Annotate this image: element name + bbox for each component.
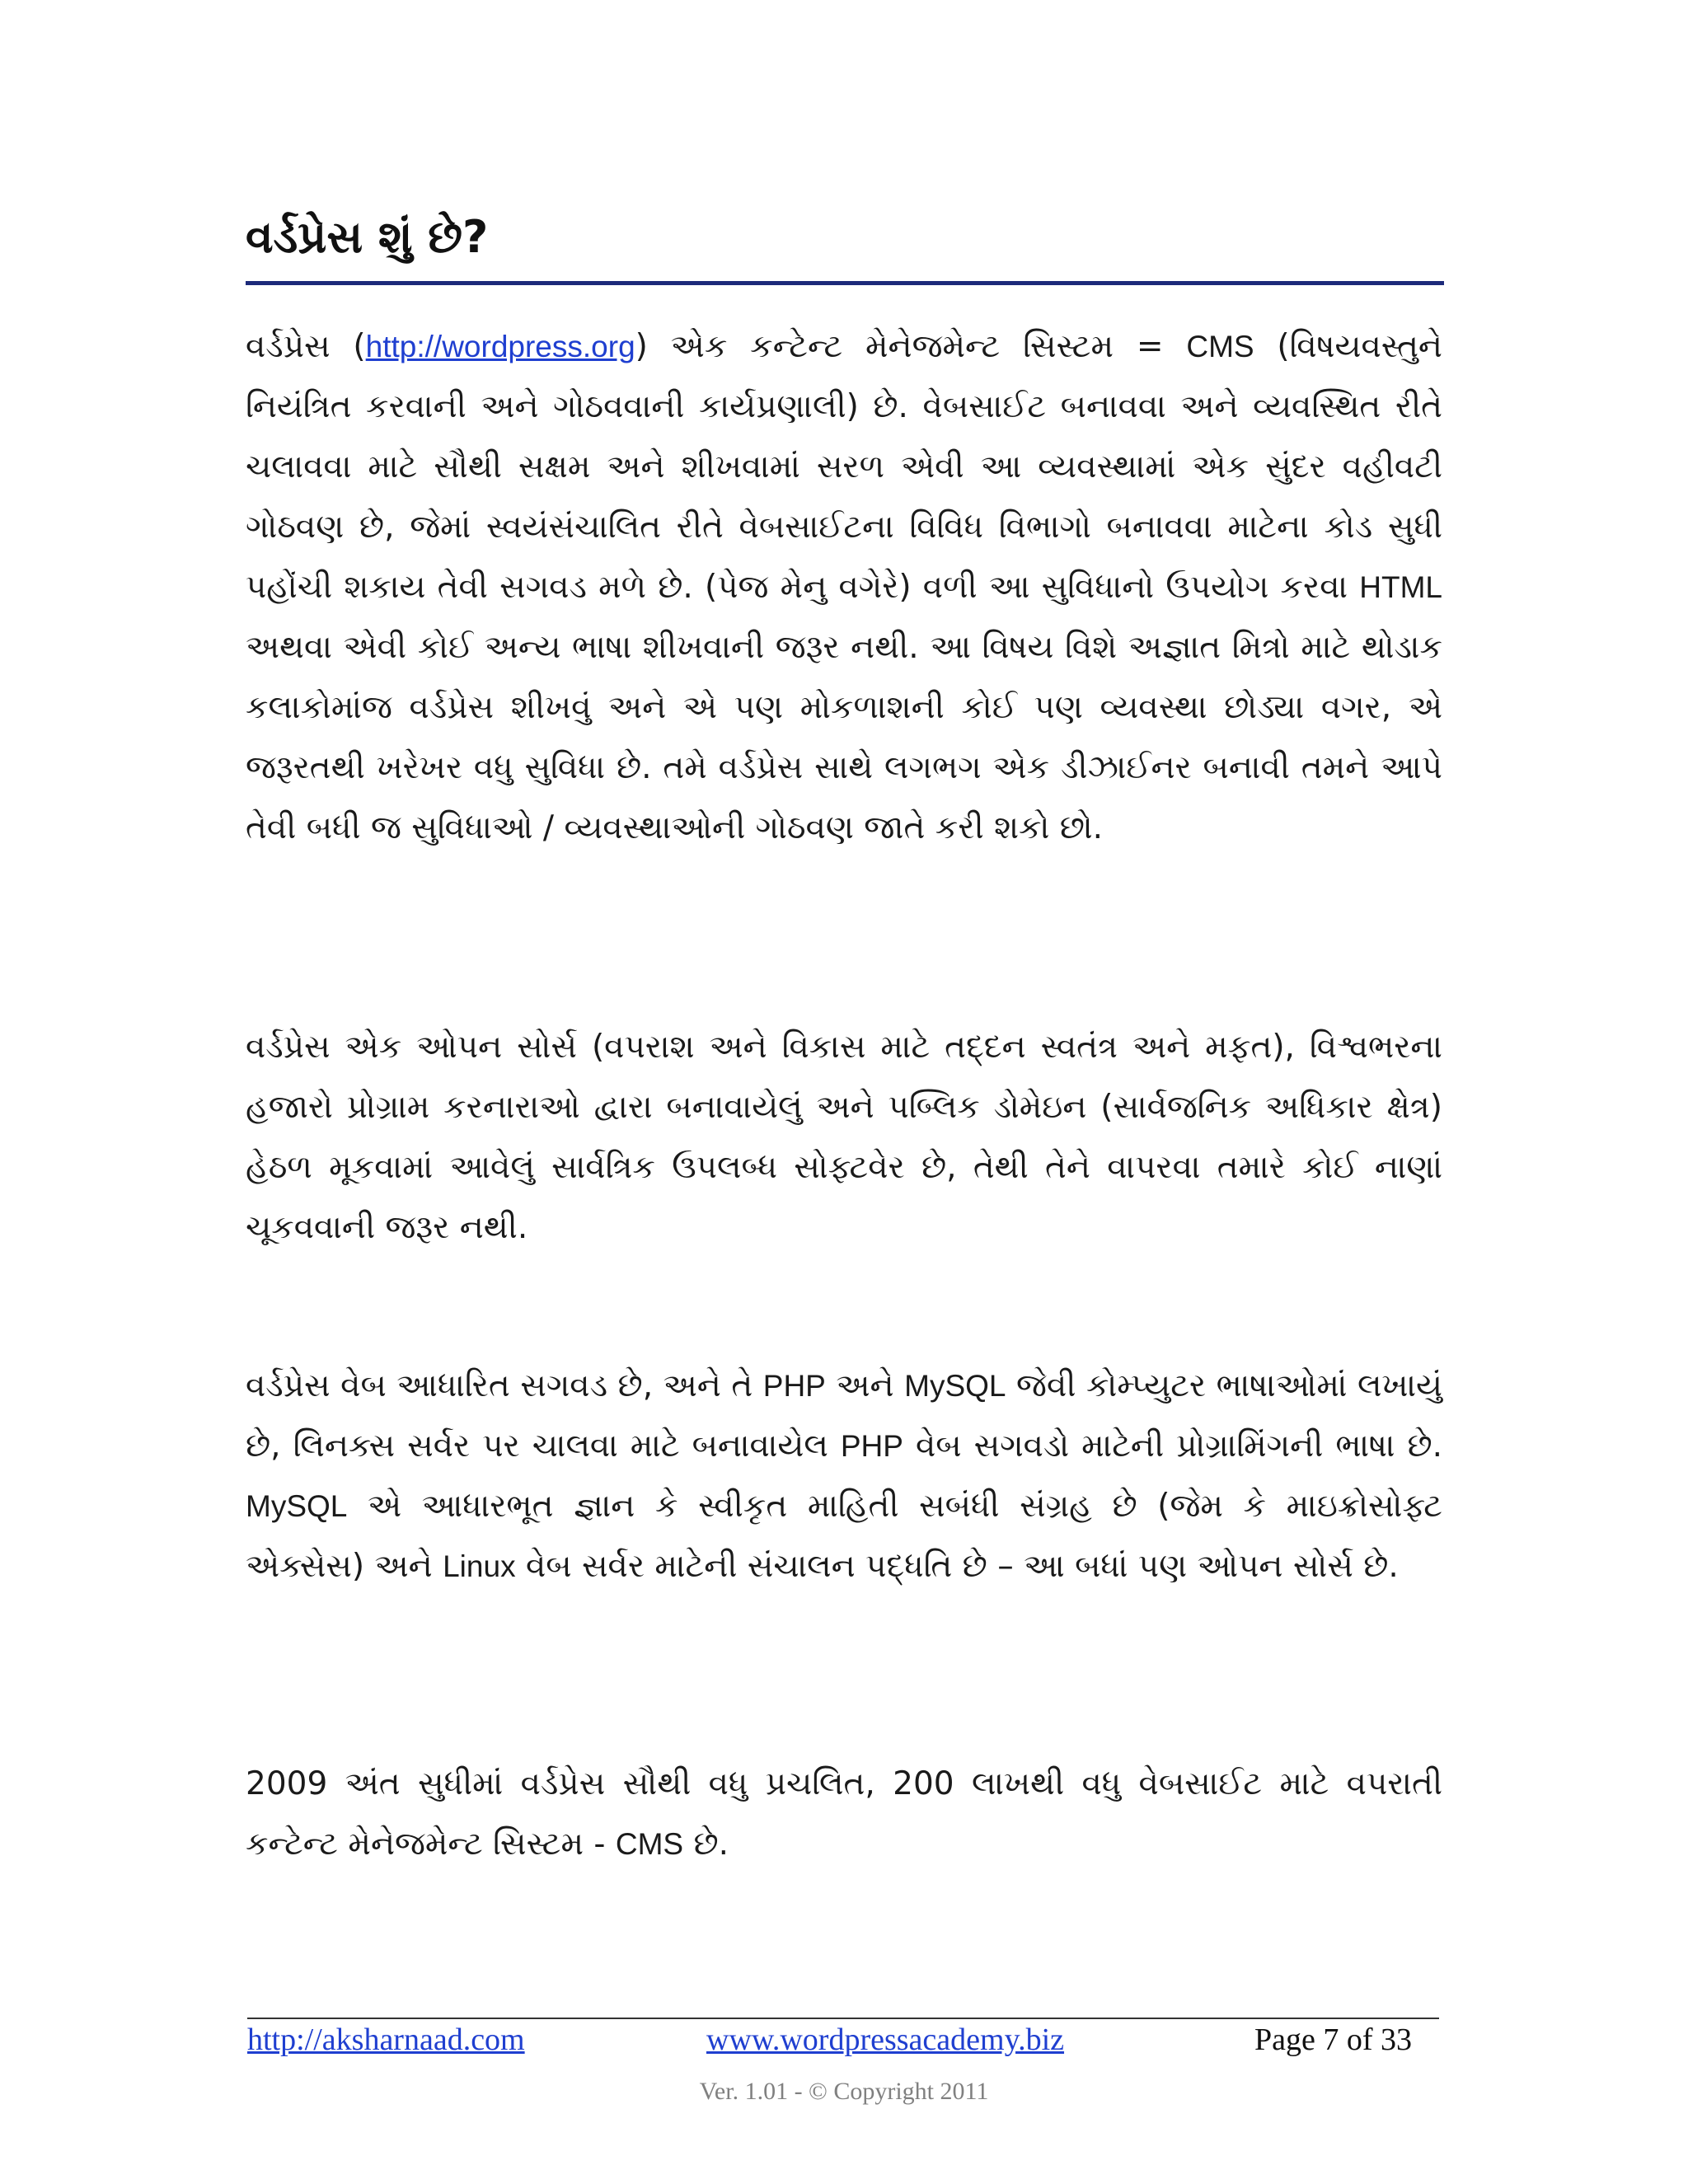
p1-text-4: અથવા એવી કોઈ અન્ય ભાષા શીખવાની જરૂર નથી. આ વિષય વિશે અજ્ઞાત મિત્રો માટે થોડાક કલાકોમાંજ વર્ડપ્રેસ શીખવું અને એ પણ મોકળાશની કોઈ પણ વ્યવસ્થા છોડ્યા વગર, એ જરૂરતથી ખરેખર વધુ સુવિધા છે. તમે વર્ડપ્રેસ સાથે લગભગ એક ડીઝાઈનર બનાવી તમને આપે તેવી બધી જ સુવિધાઓ / વ્યવસ્થાઓની ગોઠવણ જાતે કરી શકો છો. bbox=[246, 629, 1442, 846]
paragraph-intro bbox=[246, 316, 1442, 858]
p3-text-6: વેબ સર્વર માટેની સંચાલન પદ્ધતિ છે – આ બધાં પણ ઓપન સોર્સ છે. bbox=[515, 1548, 1399, 1585]
p4-cms: CMS bbox=[615, 1827, 684, 1861]
footer-aksharnaad-link[interactable]: http://aksharnaad.com bbox=[247, 2022, 525, 2057]
footer-wordpressacademy-link[interactable]: www.wordpressacademy.biz bbox=[706, 2022, 1065, 2057]
p1-text-1: વર્ડપ્રેસ ( bbox=[246, 328, 366, 365]
p3-text-5: એ આધારભૂત જ્ઞાન કે સ્વીકૃત માહિતી સબંધી સંગ્રહ છે (જેમ કે માઇક્રોસોફ્ટ એક્સેસ) અને bbox=[246, 1488, 1442, 1585]
p1-text-3: (વિષયવસ્તુને નિયંત્રિત કરવાની અને ગોઠવવાની કાર્યપ્રણાલી) છે. વેબસાઈટ બનાવવા અને વ્યવસ્થિત રીતે ચલાવવા માટે સૌથી સક્ષમ અને શીખવામાં સરળ એવી આ વ્યવસ્થામાં એક સુંદર વહીવટી ગોઠવણ છે, જેમાં સ્વયંસંચાલિત રીતે વેબસાઈટના વિવિધ વિભાગો બનાવવા માટેના કોડ સુધી પહોંચી શકાય તેવી સગવડ મળે છે. (પેજ મેનુ વગેરે) વળી આ સુવિધાનો ઉપયોગ કરવા bbox=[246, 328, 1442, 606]
p3-php-2: PHP bbox=[840, 1429, 903, 1463]
title-divider bbox=[246, 281, 1444, 285]
p3-php-1: PHP bbox=[762, 1369, 826, 1403]
paragraph-popularity bbox=[246, 1754, 1442, 1874]
p3-text-1: વર્ડપ્રેસ વેબ આધારિત સગવડ છે, અને તે bbox=[246, 1367, 763, 1404]
p3-mysql-1: MySQL bbox=[904, 1369, 1006, 1403]
p4-text-2: છે. bbox=[683, 1825, 729, 1863]
p3-mysql-2: MySQL bbox=[246, 1489, 348, 1523]
p3-text-4: વેબ સગવડો માટેની પ્રોગ્રામિંગની ભાષા છે. bbox=[903, 1427, 1442, 1465]
p3-linux: Linux bbox=[443, 1549, 516, 1583]
p3-text-2: અને bbox=[825, 1367, 905, 1404]
paragraph-open-source: વર્ડપ્રેસ એક ઓપન સોર્સ (વપરાશ અને વિકાસ માટે તદ્દન સ્વતંત્ર અને મફત), વિશ્વભરના હજારો પ્રોગ્રામ કરનારાઓ દ્વારા બનાવાયેલું અને પબ્લિક ડોમેઇન (સાર્વજનિક અધિકાર ક્ષેત્ર) હેઠળ મૂકવામાં આવેલું સાર્વત્રિક ઉપલબ્ધ સોફ્ટવેર છે, તેથી તેને વાપરવા તમારે કોઈ નાણાં ચૂકવવાની જરૂર નથી. bbox=[246, 1029, 1442, 1246]
p1-text-2: ) એક કન્ટેન્ટ મેનેજમેન્ટ સિસ્ટમ = bbox=[635, 328, 1187, 365]
wordpress-org-link[interactable]: http://wordpress.org bbox=[365, 330, 635, 363]
p3-text-3: જેવી કોમ્પ્યુટર ભાષાઓમાં લખાયું છે, લિનક્સ સર્વર પર ચાલવા માટે બનાવાયેલ bbox=[246, 1367, 1442, 1465]
version-copyright: Ver. 1.01 - © Copyright 2011 bbox=[699, 2078, 989, 2105]
page-title: વર્ડપ્રેસ શું છે? bbox=[246, 211, 489, 263]
p4-text-1: 2009 અંત સુધીમાં વર્ડપ્રેસ સૌથી વધુ પ્રચલિત, 200 લાખથી વધુ વેબસાઈટ માટે વપરાતી કન્ટેન્ટ મેનેજમેન્ટ સિસ્ટમ - bbox=[246, 1765, 1442, 1863]
paragraph-technology bbox=[246, 1356, 1442, 1596]
p1-cms: CMS bbox=[1186, 330, 1254, 363]
p1-html: HTML bbox=[1359, 570, 1442, 604]
page-number: Page 7 of 33 bbox=[1254, 2022, 1413, 2057]
